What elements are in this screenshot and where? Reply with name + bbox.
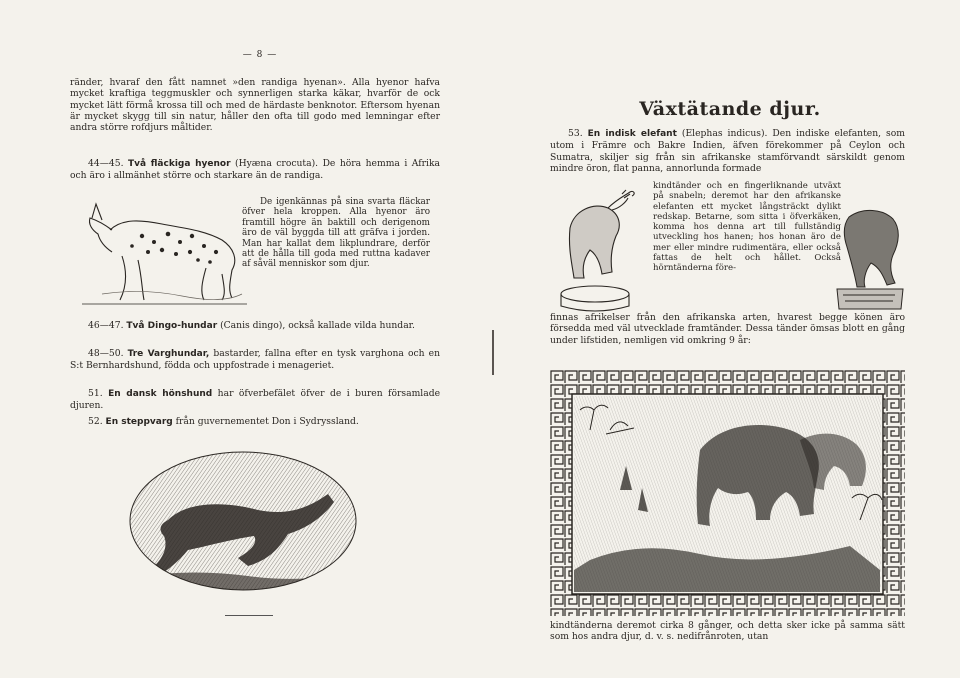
- entry-number: 44—45.: [88, 158, 124, 169]
- varghund-entry: 48—50. Tre Varghundar, bastarder, fallna efter en tysk varghona och en S:t Bernhardshund, födda och uppfostrade i menageriet.: [70, 348, 441, 372]
- bottom-text: kindtänderna deremot cirka 8 gånger, och detta sker icke på samma sätt som hos andra djur, d. v. s. nedifrånroten, utan: [550, 620, 905, 643]
- entry-number: 52.: [88, 416, 103, 427]
- dingo-entry: 46—47. Två Dingo-hundar (Canis dingo), också kallade vilda hundar.: [88, 320, 415, 331]
- steppe-wolf-illustration: [128, 450, 358, 592]
- entry-number: 46—47.: [88, 320, 124, 331]
- tapir-illustration: [835, 203, 905, 311]
- page-number: — 8 —: [242, 50, 278, 60]
- left-page: [70, 40, 440, 660]
- entry-number: 53.: [568, 128, 583, 139]
- entry-title: Två Dingo-hundar: [126, 321, 218, 331]
- entry-title: Tre Varghundar,: [127, 349, 210, 359]
- entry-title: Två fläckiga hyenor: [127, 159, 231, 169]
- elephant-illustration: [550, 188, 640, 312]
- entry-number: 51.: [88, 388, 103, 399]
- entry-number: 48—50.: [88, 348, 124, 359]
- end-rule: [225, 615, 273, 616]
- elephant-hunt-engraving: [550, 370, 905, 616]
- right-page: [550, 80, 905, 670]
- elephant-mid-text: kindtänder och en fingerliknande utväxt på snabeln; deremot har den afrikanske elefanten ett mycket långsträckt dylikt redskap. Betarne, som sitta i öfverkäken, komma hos denna art till fullständig utveckling hos hanen; hos honan äro de mer eller mindre rudimentära, eller också fattas de helt och hållet. Också hörntänderna före-: [653, 181, 841, 274]
- steppvarg-entry: 52. En steppvarg från guvernementet Don i Sydryssland.: [88, 416, 359, 427]
- entry-title: En dansk hönshund: [108, 389, 213, 399]
- hyena-intro-paragraph: ränder, hvaraf den fått namnet »den randiga hyenan». Alla hyenor hafva mycket kraftiga teggmuskler och synnerligen starka käkar, hvarför de ock mycket lätt förmå krossa till och med de härdaste benknotor. Eftersom hyenan är mycket skygg till sin natur, håller den ofta till godo med lemningar efter andra större rofdjurs måltider.: [70, 77, 440, 134]
- section-title: Växtätande djur.: [639, 98, 821, 120]
- hyena-side-text: De igenkännas på sina svarta fläckar öfver hela kroppen. Alla hyenor äro framtill högre än baktill och derigenom äro de väl byggda till att gräfva i jorden. Man har kallat dem likplundrare, derför att de hålla till goda med ruttna kadaver af såväl menniskor som djur.: [242, 197, 430, 270]
- binding-mark: [492, 330, 494, 375]
- elephant-entry: 53. En indisk elefant (Elephas indicus). Den indiske elefanten, som utom i Främre och Bakre Indien, äfven förekommer på Ceylon och Sumatra, skiljer sig från sin afrikanske stamförvandt särskildt genom mindre öron, flat panna, annorlunda formade: [550, 128, 906, 174]
- elephant-continued-text: finnas afrikelser från den afrikanska arten, hvarest begge könen äro försedda med väl utvecklade framtänder. Dessa tänder ömsas blott en gång under lifstiden, nemligen vid omkring 9 år:: [550, 312, 905, 346]
- honshund-entry: 51. En dansk hönshund har öfverbefälet öfver de i buren församlade djuren.: [70, 388, 441, 412]
- spotted-hyena-entry: 44—45. Två fläckiga hyenor (Hyæna crocuta). De höra hemma i Afrika och äro i allmänhet större och starkare än de randiga.: [70, 158, 441, 182]
- entry-title: En steppvarg: [105, 417, 173, 427]
- entry-title: En indisk elefant: [587, 129, 677, 139]
- hyena-illustration: [82, 190, 247, 308]
